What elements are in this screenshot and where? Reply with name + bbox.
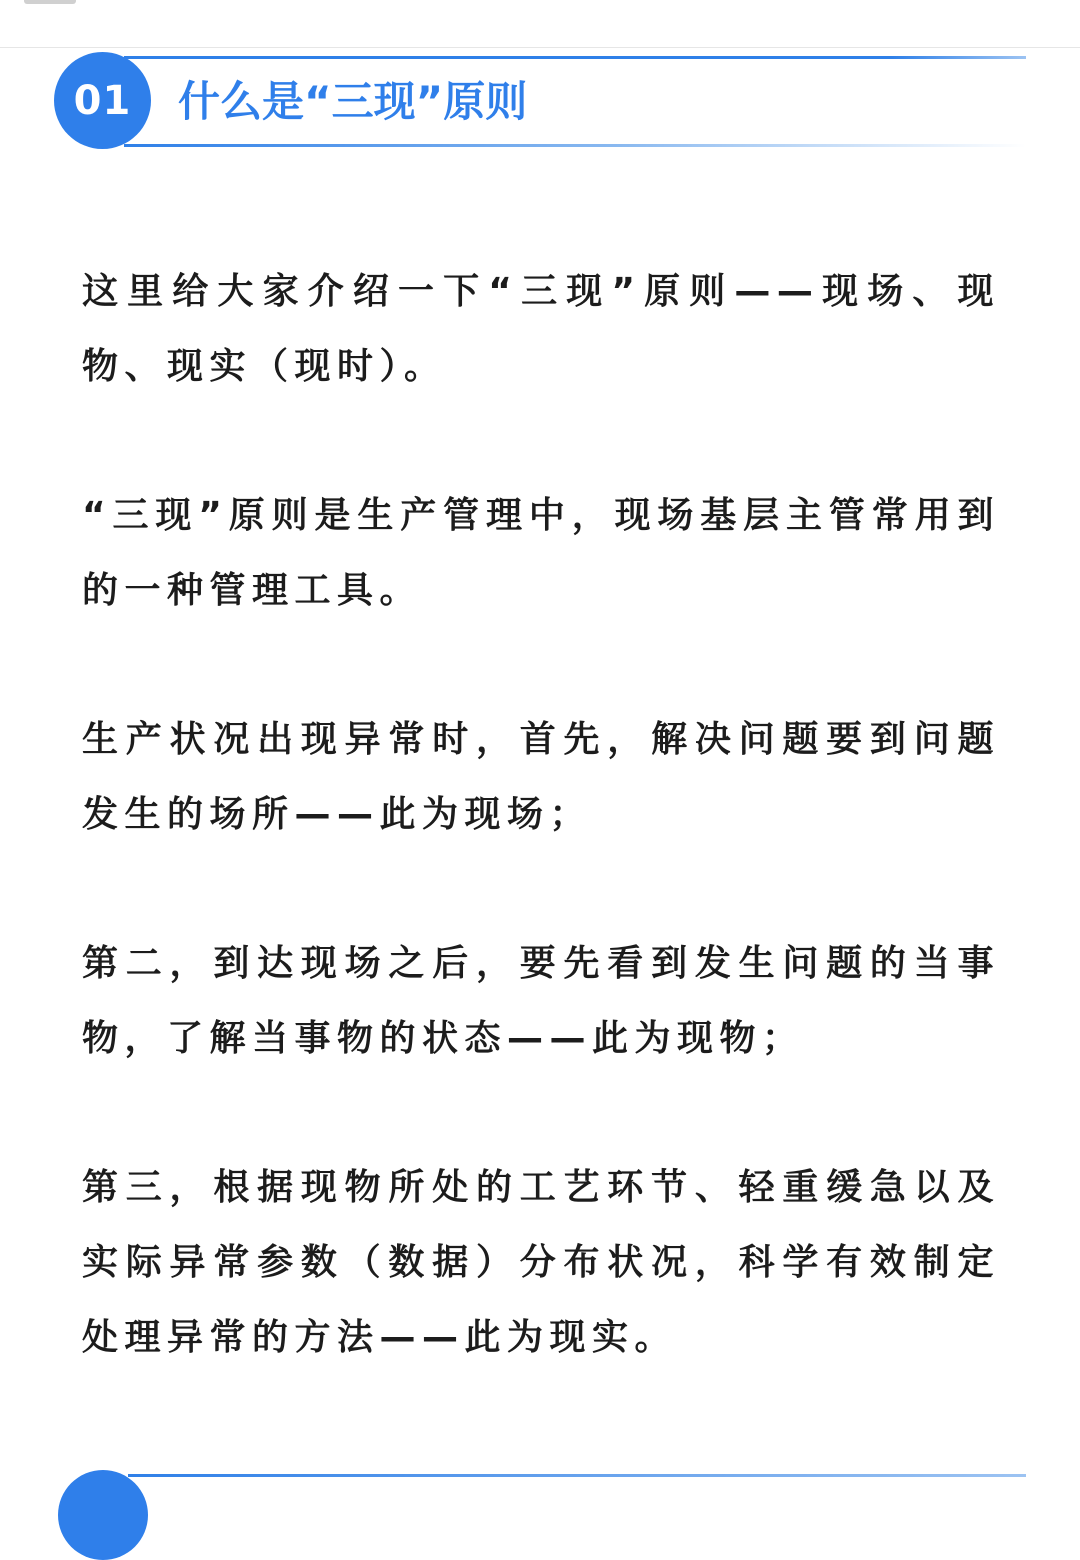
section-title: 什么是“三现”原则 xyxy=(178,77,528,126)
header-rule-top xyxy=(124,56,1026,59)
paragraph-intro: 这里给大家介绍一下“三现”原则——现场、现物、现实（现时）。 xyxy=(82,271,1000,387)
next-section-rule xyxy=(128,1474,1026,1477)
paragraph-xianchang: 生产状况出现异常时，首先，解决问题要到问题发生的场所——此为现场； xyxy=(82,719,1000,835)
top-edge-fragment xyxy=(24,0,76,4)
header-rule-bottom xyxy=(124,144,1026,147)
article-body xyxy=(82,254,1000,1449)
top-divider xyxy=(0,47,1080,48)
paragraph-xianshi: 第三，根据现物所处的工艺环节、轻重缓急以及实际异常参数（数据）分布状况，科学有效制定处理异常的方法——此为现实。 xyxy=(82,1167,1000,1358)
paragraph-xianwu: 第二，到达现场之后，要先看到发生问题的当事物，了解当事物的状态——此为现物； xyxy=(82,943,1000,1059)
paragraph-definition: “三现”原则是生产管理中，现场基层主管常用到的一种管理工具。 xyxy=(82,495,1000,611)
section-header xyxy=(54,52,1026,152)
section-number-badge: 01 xyxy=(54,52,151,149)
next-section-badge xyxy=(58,1470,148,1560)
